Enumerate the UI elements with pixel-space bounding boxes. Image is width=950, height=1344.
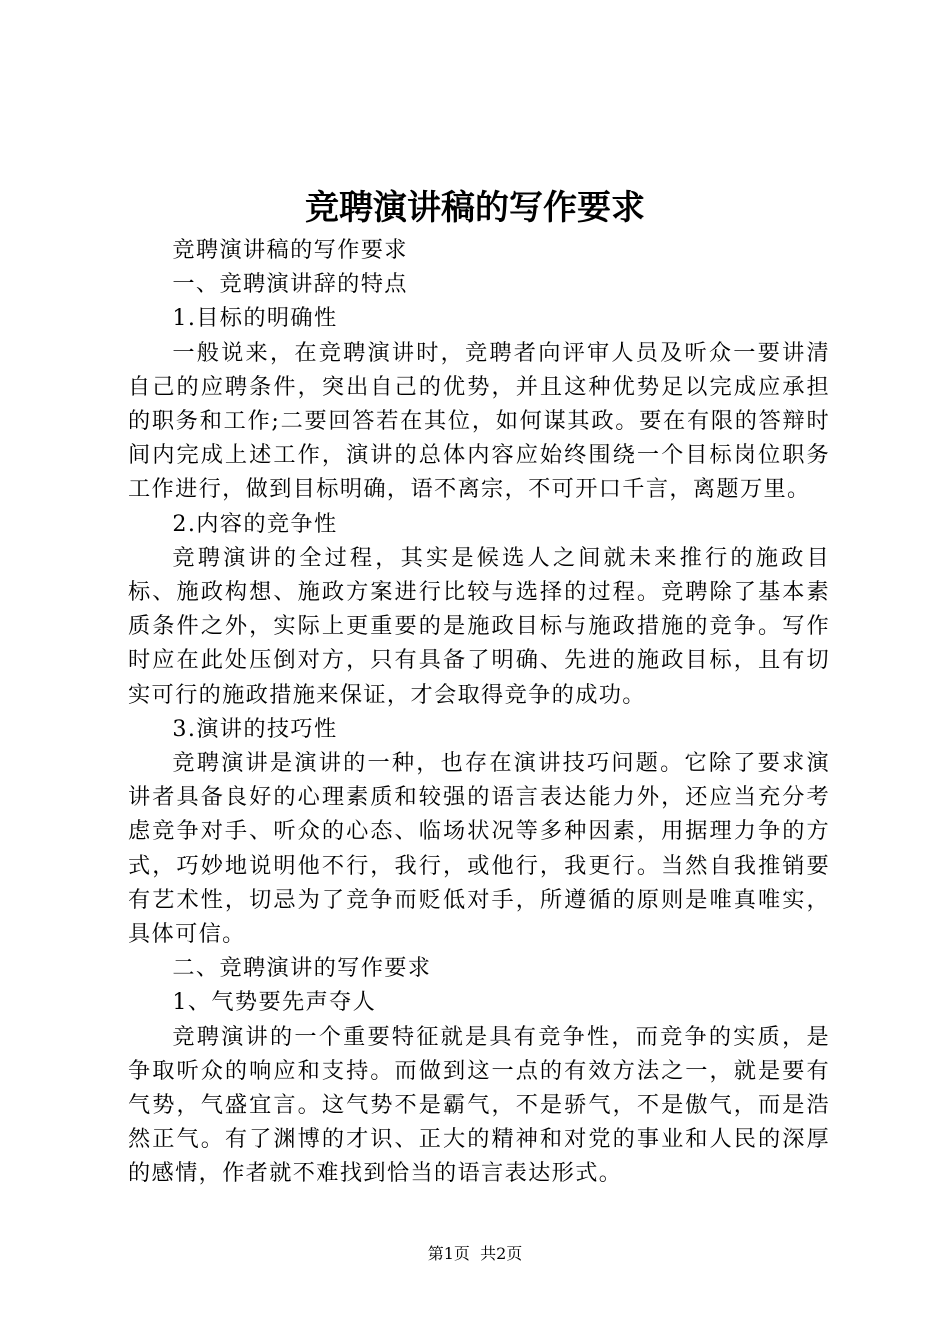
subsection-heading: 2.内容的竞争性 [172,510,338,537]
page-footer [0,1243,950,1265]
subsection-heading: 1.目标的明确性 [172,305,338,332]
document-title: 竞聘演讲稿的写作要求 [305,188,645,228]
page-total: 共2页 [480,1244,523,1263]
body-paragraph: 一般说来，在竞聘演讲时，竞聘者向评审人员及听众一要讲清自己的应聘条件，突出自己的优势，并且这种优势足以完成应承担的职务和工作;二要回答若在其位，如何谋其政。要在有限的答辩时间内完成上述工作，演讲的总体内容应始终围绕一个目标岗位职务工作进行，做到目标明确，语不离宗，不可开口千言，离题万里。 [128,339,830,503]
section-heading: 二、竞聘演讲的写作要求 [172,955,432,982]
subsection-heading: 3.演讲的技巧性 [172,715,338,742]
subtitle-paragraph: 竞聘演讲稿的写作要求 [172,237,408,263]
subsection-heading: 1、气势要先声夺人 [172,989,377,1016]
body-paragraph: 竞聘演讲的全过程，其实是候选人之间就未来推行的施政目标、施政构想、施政方案进行比较与选择的过程。竞聘除了基本素质条件之外，实际上更重要的是施政目标与施政措施的竞争。写作时应在此处压倒对方，只有具备了明确、先进的施政目标，且有切实可行的施政措施来保证，才会取得竞争的成功。 [128,544,830,708]
document-body [128,233,830,1191]
body-paragraph: 竞聘演讲的一个重要特征就是具有竞争性，而竞争的实质，是争取听众的响应和支持。而做到这一点的有效方法之一，就是要有气势，气盛宜言。这气势不是霸气，不是骄气，不是傲气，而是浩然正气。有了渊博的才识、正大的精神和对党的事业和人民的深厚的感情，作者就不难找到恰当的语言表达形式。 [128,1023,830,1187]
section-heading: 一、竞聘演讲辞的特点 [172,271,408,298]
page-number: 第1页 [427,1244,470,1263]
body-paragraph: 竞聘演讲是演讲的一种，也存在演讲技巧问题。它除了要求演讲者具备良好的心理素质和较强的语言表达能力外，还应当充分考虑竞争对手、听众的心态、临场状况等多种因素，用据理力争的方式，巧妙地说明他不行，我行，或他行，我更行。当然自我推销要有艺术性，切忌为了竞争而贬低对手，所遵循的原则是唯真唯实，具体可信。 [128,750,830,948]
